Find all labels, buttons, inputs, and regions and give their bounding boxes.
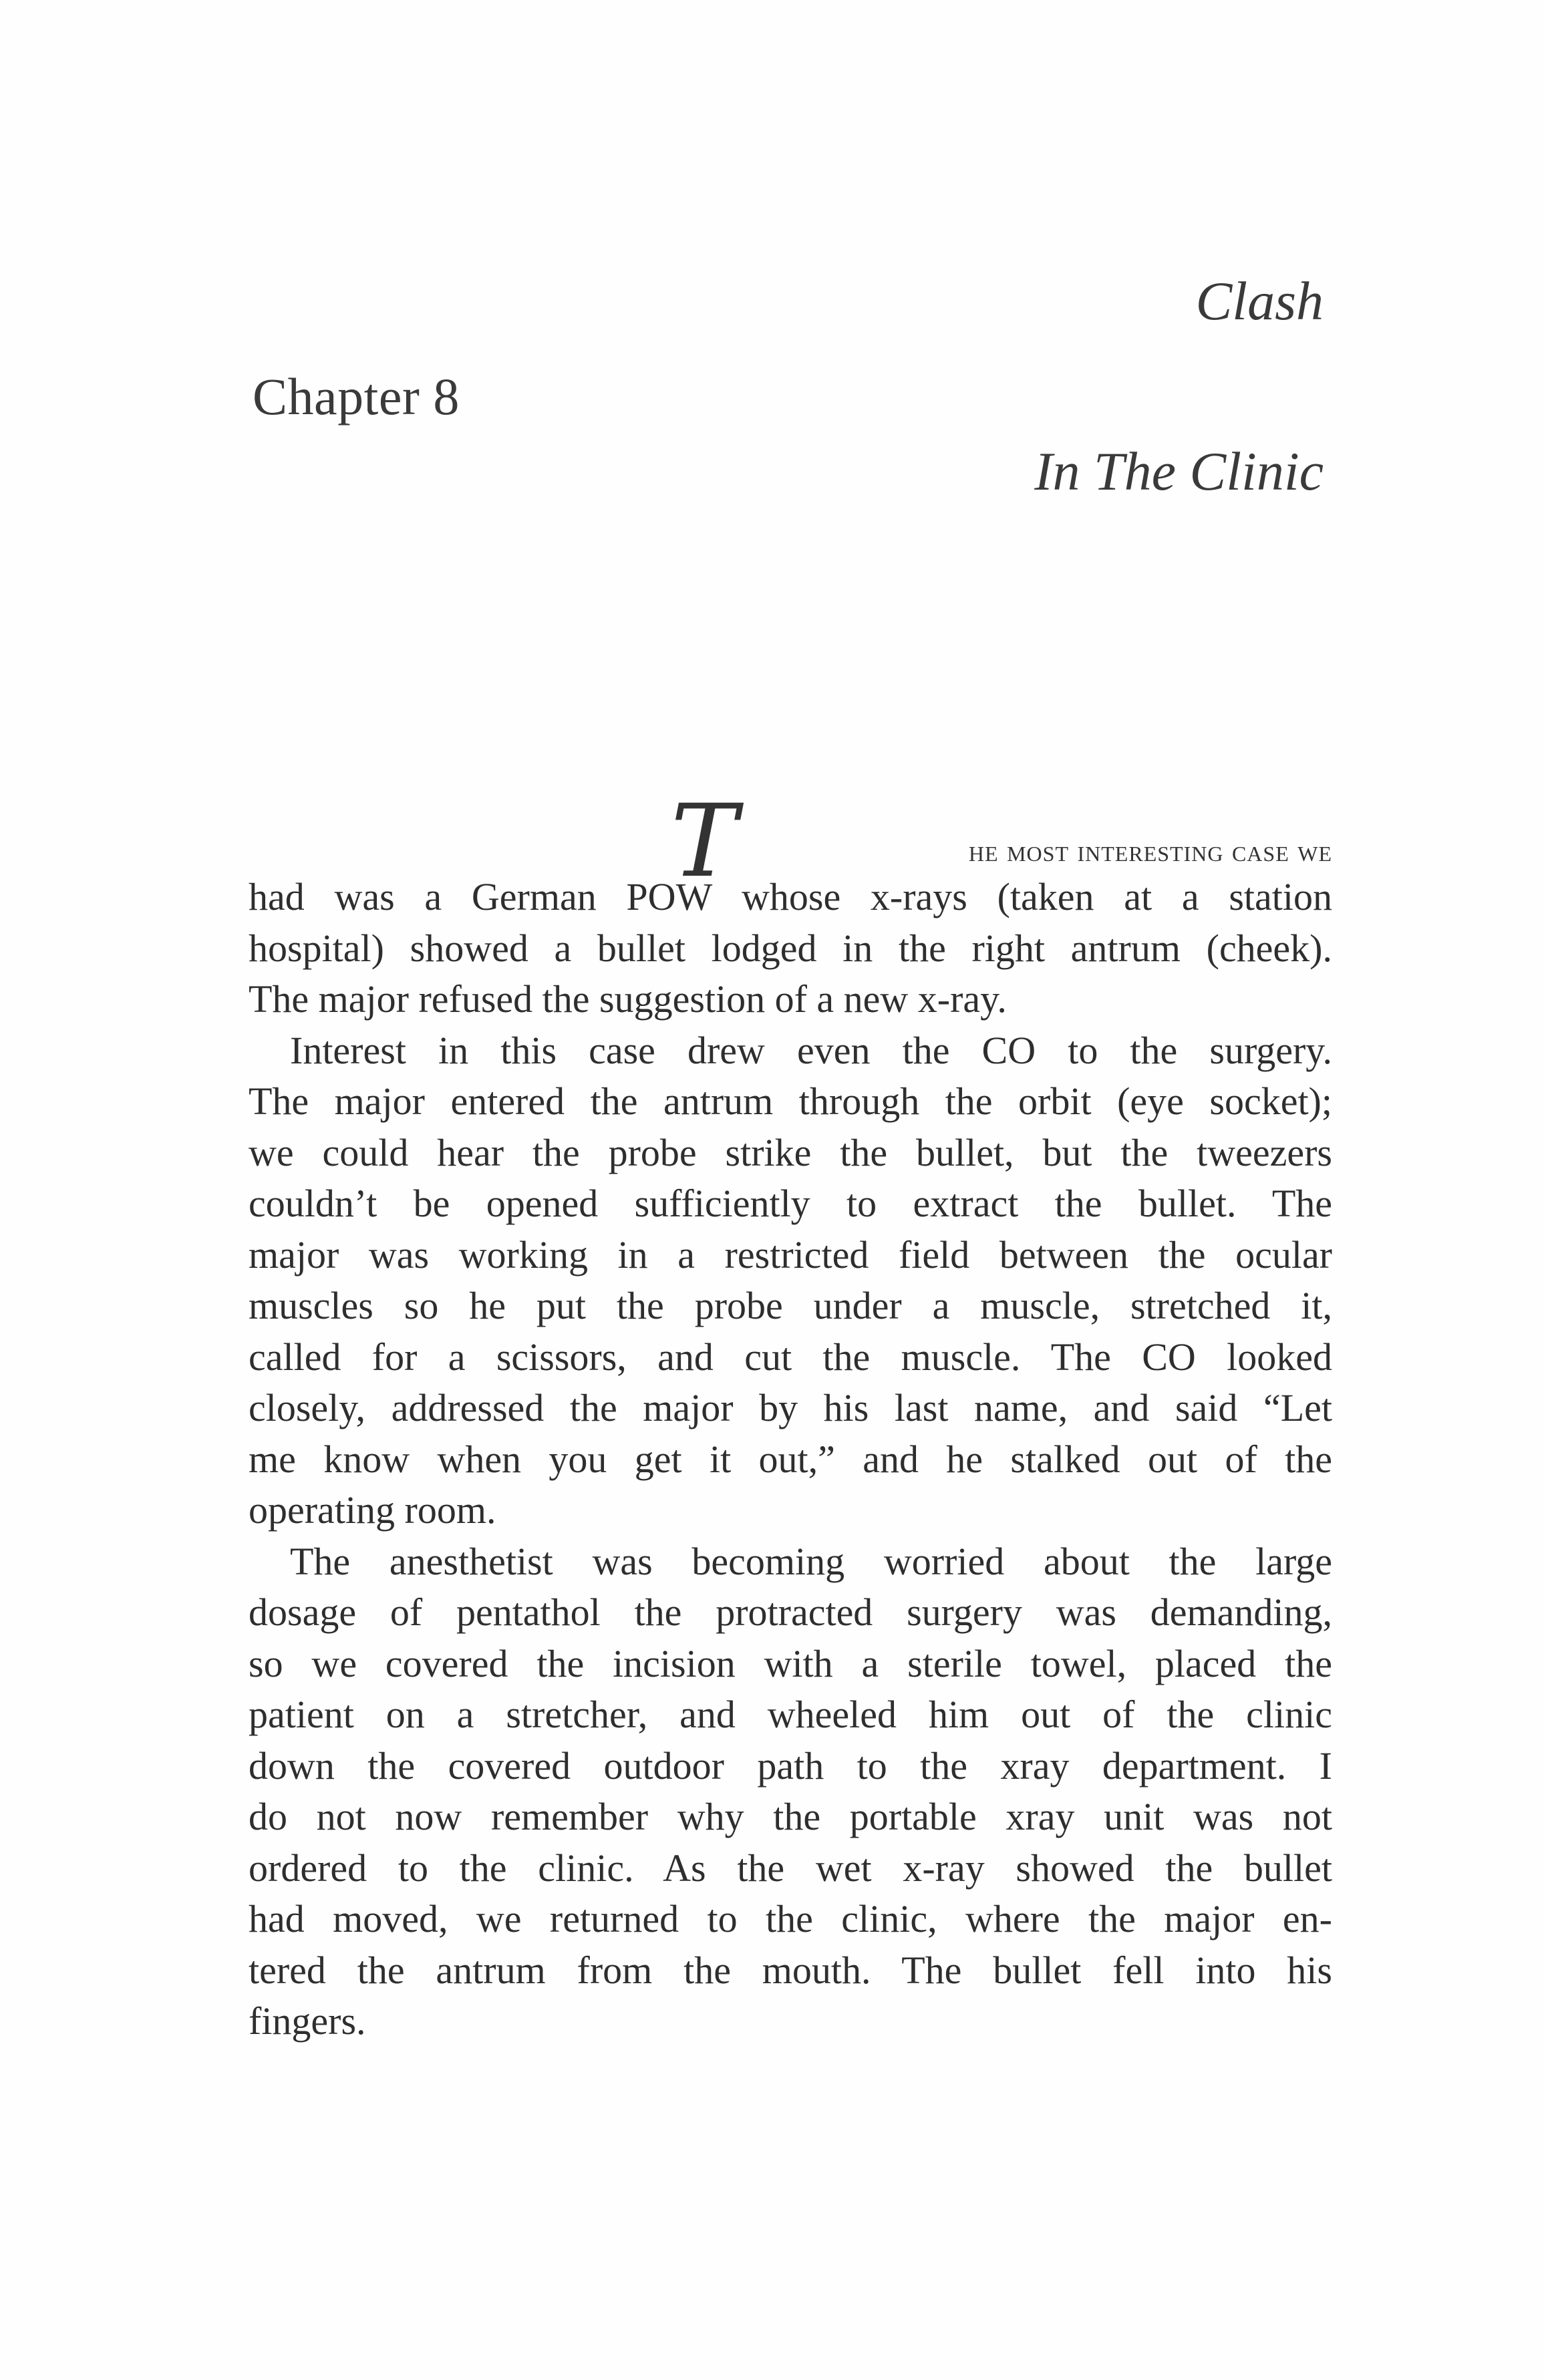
text-line: closely, addressed the major by his last name, and said “Let <box>249 1386 1332 1429</box>
text-line: operating room. <box>249 1488 496 1532</box>
drop-cap: T <box>670 784 738 900</box>
text-line: major was working in a restricted field between the ocular <box>249 1232 1332 1277</box>
text-line: dosage of pentathol the protracted surgery was demanding, <box>249 1590 1332 1634</box>
text-line: muscles so he put the probe under a muscle, stretched it, <box>249 1284 1332 1327</box>
text-line: The anesthetist was becoming worried about the large <box>290 1539 1332 1583</box>
text-line: down the covered outdoor path to the xray department. I <box>249 1743 1332 1788</box>
text-line: had moved, we returned to the clinic, where the major en- <box>249 1897 1332 1940</box>
text-line: tered the antrum from the mouth. The bullet fell into his <box>249 1948 1332 1992</box>
opening-small-caps: he most interesting case we <box>968 834 1332 868</box>
text-line: The major refused the suggestion of a new x-ray. <box>249 977 1007 1021</box>
body-lines <box>249 872 1332 2047</box>
text-line: Interest in this case drew even the CO to the surgery. <box>290 1028 1332 1072</box>
text-line: we could hear the probe strike the bullet, but the tweezers <box>249 1130 1332 1174</box>
text-line: fingers. <box>249 1999 366 2043</box>
text-line: had was a German POW whose x-rays (taken at a station <box>249 875 1332 918</box>
text-line: couldn’t be opened sufficiently to extract the bullet. The <box>249 1182 1332 1225</box>
chapter-body <box>249 784 1332 2047</box>
text-line: The major entered the antrum through the orbit (eye socket); <box>249 1079 1332 1123</box>
text-line: hospital) showed a bullet lodged in the right antrum (cheek). <box>249 926 1332 970</box>
text-line: called for a scissors, and cut the muscle. The CO looked <box>249 1335 1332 1379</box>
chapter-title-line-1: Clash <box>1195 271 1324 331</box>
text-line: patient on a stretcher, and wheeled him out of the clinic <box>249 1693 1332 1736</box>
text-line: do not now remember why the portable xray unit was not <box>249 1795 1332 1838</box>
text-line: ordered to the clinic. As the wet x-ray showed the bullet <box>249 1846 1332 1890</box>
text-line: me know when you get it out,” and he stalked out of the <box>249 1437 1332 1481</box>
text-line: so we covered the incision with a sterile towel, placed the <box>249 1641 1332 1685</box>
chapter-title-line-2: In The Clinic <box>1034 441 1324 502</box>
chapter-number: Chapter 8 <box>253 367 460 426</box>
